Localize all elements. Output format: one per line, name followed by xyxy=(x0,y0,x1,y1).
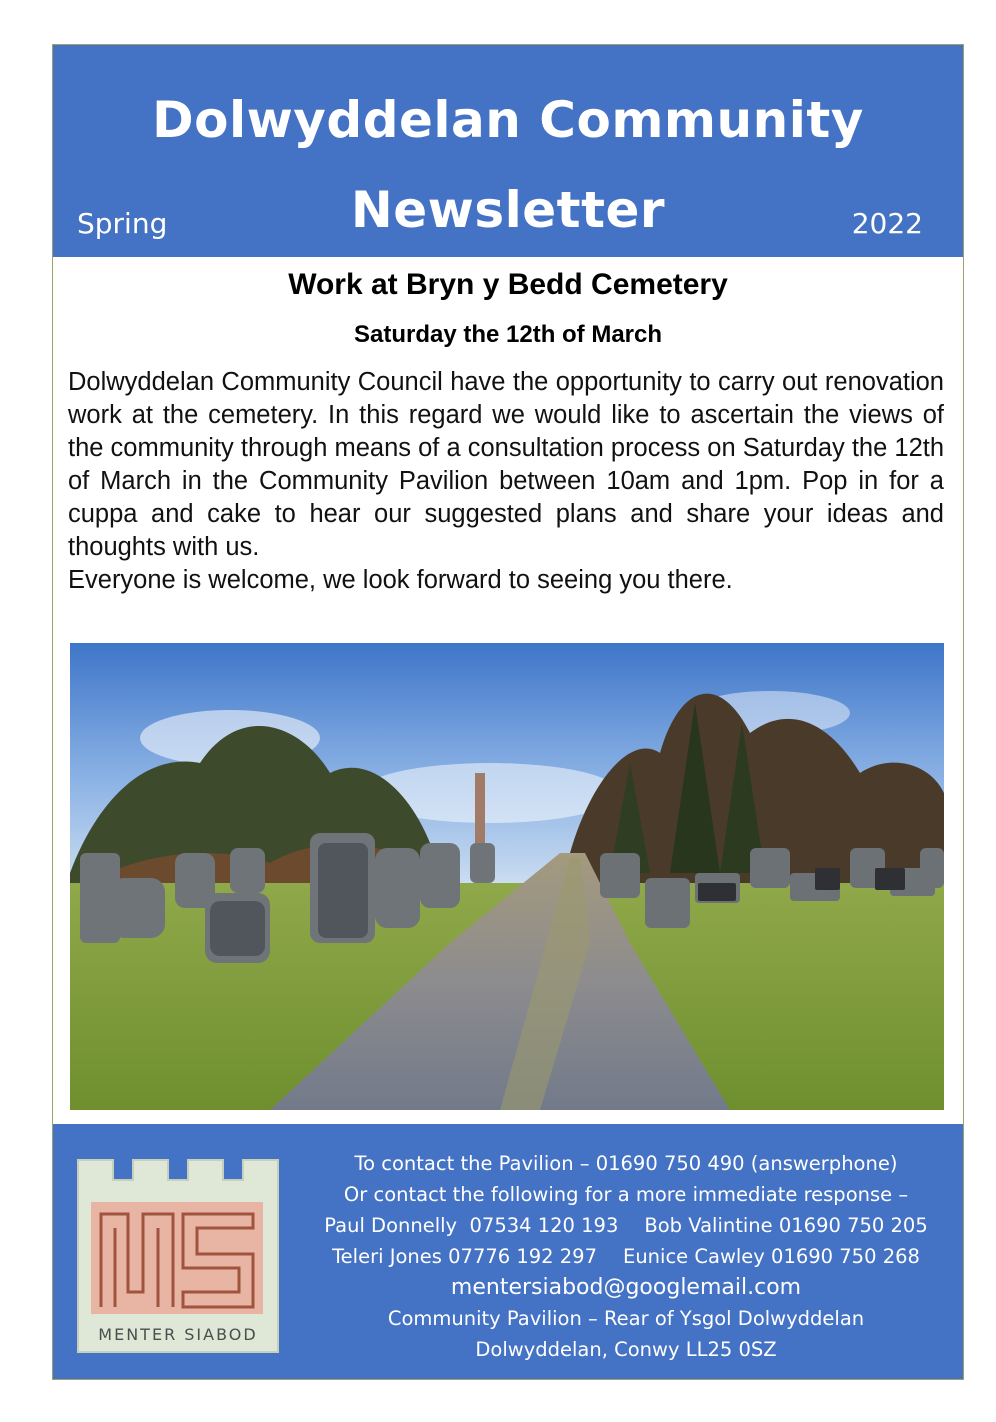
contact-phone: 01690 750 205 xyxy=(778,1214,928,1237)
year-label: 2022 xyxy=(851,207,923,240)
newsletter-title: Dolwyddelan Community Newsletter xyxy=(152,91,864,239)
contact-name: Eunice Cawley xyxy=(623,1245,765,1268)
svg-text:MENTER SIABOD: MENTER SIABOD xyxy=(98,1325,258,1344)
immediate-response-line: Or contact the following for a more immediate response – xyxy=(343,1183,909,1206)
contact-name: Paul Donnelly xyxy=(324,1214,458,1237)
article-paragraph: Dolwyddelan Community Council have the opportunity to carry out renovation work at the cemetery. In this regard we would like to ascertain the views of the community through means of a consultation process on Saturday the 12th of March in the Community Pavilion between 10am and 1pm. Pop in for a cuppa and cake to hear our suggested plans and share your ideas and thoughts with us. xyxy=(68,368,945,561)
address-line-1: Community Pavilion – Rear of Ysgol Dolwyddelan xyxy=(387,1307,865,1330)
contact-name: Bob Valintine xyxy=(644,1214,773,1237)
address-line-2: Dolwyddelan, Conwy LL25 0SZ xyxy=(475,1338,777,1361)
contact-details xyxy=(296,1148,956,1365)
email-link[interactable]: mentersiabod@googlemail.com xyxy=(450,1275,802,1300)
season-label: Spring xyxy=(77,207,168,240)
contacts-row-1 xyxy=(296,1210,956,1241)
contact-phone: 07776 192 297 xyxy=(448,1245,597,1268)
article-closing: Everyone is welcome, we look forward to seeing you there. xyxy=(68,566,733,594)
contact-phone: 07534 120 193 xyxy=(469,1214,619,1237)
pavilion-phone-line: To contact the Pavilion – 01690 750 490 (answerphone) xyxy=(354,1152,898,1175)
contact-name: Teleri Jones xyxy=(332,1245,442,1268)
newsletter-header xyxy=(53,45,963,257)
article-body xyxy=(68,366,944,597)
contact-footer xyxy=(53,1124,963,1379)
article-subheadline: Saturday the 12th of March xyxy=(353,321,663,348)
contact-phone: 01690 750 268 xyxy=(771,1245,920,1268)
cemetery-photo xyxy=(70,643,944,1110)
contacts-row-2 xyxy=(296,1241,956,1272)
menter-siabod-logo xyxy=(73,1152,283,1358)
article-headline: Work at Bryn y Bedd Cemetery xyxy=(288,268,728,301)
